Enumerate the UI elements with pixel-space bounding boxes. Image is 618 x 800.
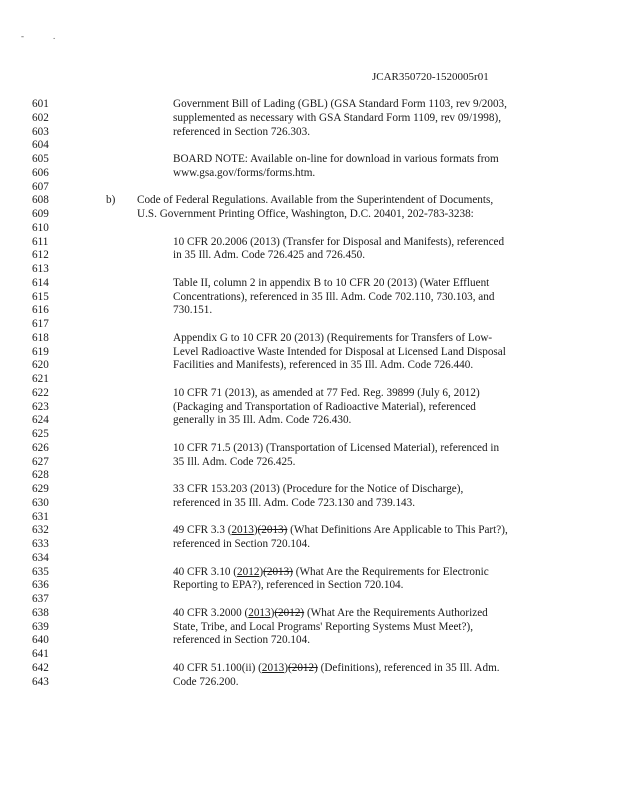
list-marker: b) xyxy=(106,194,116,207)
line-number: 617 xyxy=(32,318,49,330)
document-line xyxy=(0,469,618,482)
line-number: 639 xyxy=(32,620,49,633)
line-text: referenced in Section 726.303. xyxy=(173,125,310,138)
line-number: 622 xyxy=(32,386,49,399)
text-segment: (What Are the Requirements for Electronic xyxy=(292,565,489,578)
line-number: 643 xyxy=(32,675,49,688)
line-text: Table II, column 2 in appendix B to 10 CFR 20 (2013) (Water Effluent xyxy=(173,276,490,289)
line-number: 603 xyxy=(32,125,49,138)
line-text: Appendix G to 10 CFR 20 (2013) (Requirements for Transfers of Low- xyxy=(173,331,493,344)
document-line xyxy=(0,194,618,207)
document-line xyxy=(0,291,618,304)
line-number: 613 xyxy=(32,263,49,275)
line-number: 624 xyxy=(32,414,49,427)
text-segment: 40 CFR 3.10 ( xyxy=(173,565,238,578)
line-text: 35 Ill. Adm. Code 726.425. xyxy=(173,455,296,468)
line-number: 637 xyxy=(32,593,49,605)
line-number: 621 xyxy=(32,373,49,385)
document-line xyxy=(0,222,618,235)
document-line xyxy=(0,98,618,111)
document-line xyxy=(0,401,618,414)
document-line xyxy=(0,277,618,290)
line-number: 619 xyxy=(32,345,49,358)
document-line xyxy=(0,634,618,647)
document-line xyxy=(0,208,618,221)
document-line xyxy=(0,346,618,359)
line-text: Code 726.200. xyxy=(173,675,239,688)
line-text: 10 CFR 71 (2013), as amended at 77 Fed. Reg. 39899 (July 6, 2012) xyxy=(173,386,480,399)
line-number: 632 xyxy=(32,524,49,537)
line-text: BOARD NOTE: Available on-line for download in various formats from xyxy=(173,153,499,165)
line-text: State, Tribe, and Local Programs' Reporting Systems Must Meet?), xyxy=(173,620,474,633)
line-number: 609 xyxy=(32,208,49,220)
line-text: supplemented as necessary with GSA Standard Form 1109, rev 09/1998), xyxy=(173,111,502,124)
line-number: 612 xyxy=(32,249,49,262)
document-line xyxy=(0,387,618,400)
document-line xyxy=(0,153,618,166)
line-text: (Packaging and Transportation of Radioactive Material), referenced xyxy=(173,400,476,413)
text-segment: (What Definitions Are Applicable to This Part?), xyxy=(287,524,508,537)
line-text: referenced in 35 Ill. Adm. Code 723.130 and 739.143. xyxy=(173,496,416,509)
text-segment: ) xyxy=(259,565,264,578)
line-number: 604 xyxy=(32,139,49,152)
line-number: 633 xyxy=(32,538,49,550)
line-number: 607 xyxy=(32,180,49,193)
line-number: 636 xyxy=(32,579,49,592)
line-text: 730.151. xyxy=(173,304,213,317)
document-header: JCAR350720-1520005r01 xyxy=(372,71,489,83)
document-line xyxy=(0,249,618,262)
line-number: 638 xyxy=(32,606,49,619)
deleted-text: (2012) xyxy=(288,661,318,674)
line-number: 631 xyxy=(32,510,49,523)
line-text: Concentrations), referenced in 35 Ill. Adm. Code 702.110, 730.103, and xyxy=(173,290,495,303)
document-line xyxy=(0,566,618,579)
line-text: referenced in Section 720.104. xyxy=(173,538,310,550)
document-line xyxy=(0,483,618,496)
line-text: generally in 35 Ill. Adm. Code 726.430. xyxy=(173,414,352,427)
line-number: 620 xyxy=(32,359,49,372)
document-line xyxy=(0,332,618,345)
line-number: 602 xyxy=(32,111,49,124)
inserted-text: 2013 xyxy=(231,524,254,537)
text-segment: (Definitions), referenced in 35 Ill. Adm. xyxy=(317,661,500,674)
line-number: 640 xyxy=(32,634,49,647)
document-line xyxy=(0,511,618,524)
corner-mark: - xyxy=(21,31,24,41)
line-text xyxy=(173,566,489,579)
line-number: 610 xyxy=(32,221,49,234)
document-line xyxy=(0,538,618,551)
document-line xyxy=(0,167,618,180)
inserted-text: 2013 xyxy=(261,661,285,674)
line-text: U.S. Government Printing Office, Washington, D.C. 20401, 202-783-3238: xyxy=(137,208,474,220)
line-text: Government Bill of Lading (GBL) (GSA Standard Form 1103, rev 9/2003, xyxy=(173,98,507,110)
line-text: referenced in Section 720.104. xyxy=(173,634,310,647)
document-line xyxy=(0,442,618,455)
document-line xyxy=(0,373,618,386)
line-number: 627 xyxy=(32,455,49,468)
text-segment: 40 CFR 3.2000 ( xyxy=(173,606,249,619)
inserted-text: 2012 xyxy=(237,565,260,578)
line-number: 630 xyxy=(32,496,49,509)
inserted-text: 2013 xyxy=(248,606,271,619)
text-segment: ) xyxy=(284,661,288,674)
line-number: 608 xyxy=(32,194,49,207)
text-segment: 49 CFR 3.3 ( xyxy=(173,524,232,537)
line-text: 10 CFR 20.2006 (2013) (Transfer for Disposal and Manifests), referenced xyxy=(173,235,505,248)
document-line xyxy=(0,648,618,661)
document-line xyxy=(0,139,618,152)
document-line xyxy=(0,181,618,194)
line-number: 615 xyxy=(32,290,49,303)
document-line xyxy=(0,579,618,592)
line-number: 641 xyxy=(32,648,49,660)
line-number: 629 xyxy=(32,483,49,495)
line-text: Reporting to EPA?), referenced in Section 720.104. xyxy=(173,579,404,592)
document-line xyxy=(0,662,618,675)
document-line xyxy=(0,524,618,537)
line-text xyxy=(173,524,508,537)
document-line xyxy=(0,497,618,510)
document-line xyxy=(0,304,618,317)
document-line xyxy=(0,236,618,249)
line-text: Facilities and Manifests), referenced in 35 Ill. Adm. Code 726.440. xyxy=(173,359,474,372)
line-number: 616 xyxy=(32,304,49,317)
line-text: 33 CFR 153.203 (2013) (Procedure for the Notice of Discharge), xyxy=(173,483,464,495)
line-text xyxy=(173,662,500,675)
line-text: Level Radioactive Waste Intended for Disposal at Licensed Land Disposal xyxy=(173,345,506,358)
line-text: www.gsa.gov/forms/forms.htm. xyxy=(173,166,316,179)
document-line xyxy=(0,126,618,139)
line-text: in 35 Ill. Adm. Code 726.425 and 726.450. xyxy=(173,249,366,262)
document-line xyxy=(0,263,618,276)
line-text: 10 CFR 71.5 (2013) (Transportation of Licensed Material), referenced in xyxy=(173,441,500,454)
document-line xyxy=(0,593,618,606)
line-number: 626 xyxy=(32,441,49,454)
line-number: 625 xyxy=(32,428,49,440)
text-segment: ) xyxy=(253,524,258,537)
line-number: 623 xyxy=(32,400,49,413)
line-number: 614 xyxy=(32,276,49,289)
line-number: 642 xyxy=(32,661,49,674)
line-text xyxy=(173,607,488,620)
line-number: 628 xyxy=(32,469,49,482)
document-line xyxy=(0,428,618,441)
document-line xyxy=(0,552,618,565)
text-segment: 40 CFR 51.100(ii) ( xyxy=(173,661,262,674)
deleted-text: (2013) xyxy=(257,524,288,537)
line-number: 618 xyxy=(32,331,49,344)
document-line xyxy=(0,676,618,689)
document-line xyxy=(0,456,618,469)
document-line xyxy=(0,607,618,620)
document-line xyxy=(0,112,618,125)
line-number: 606 xyxy=(32,166,49,179)
document-line xyxy=(0,621,618,634)
corner-mark: . xyxy=(53,31,56,41)
line-number: 605 xyxy=(32,153,49,165)
text-segment: (What Are the Requirements Authorized xyxy=(304,606,488,619)
document-line xyxy=(0,359,618,372)
line-number: 611 xyxy=(32,235,49,248)
line-text: Code of Federal Regulations. Available from the Superintendent of Documents, xyxy=(137,194,494,207)
text-segment: ) xyxy=(270,606,275,619)
document-line xyxy=(0,414,618,427)
line-number: 635 xyxy=(32,565,49,578)
line-number: 601 xyxy=(32,98,49,110)
line-number: 634 xyxy=(32,551,49,564)
deleted-text: (2012) xyxy=(274,606,305,619)
document-line xyxy=(0,318,618,331)
deleted-text: (2013) xyxy=(263,565,293,578)
